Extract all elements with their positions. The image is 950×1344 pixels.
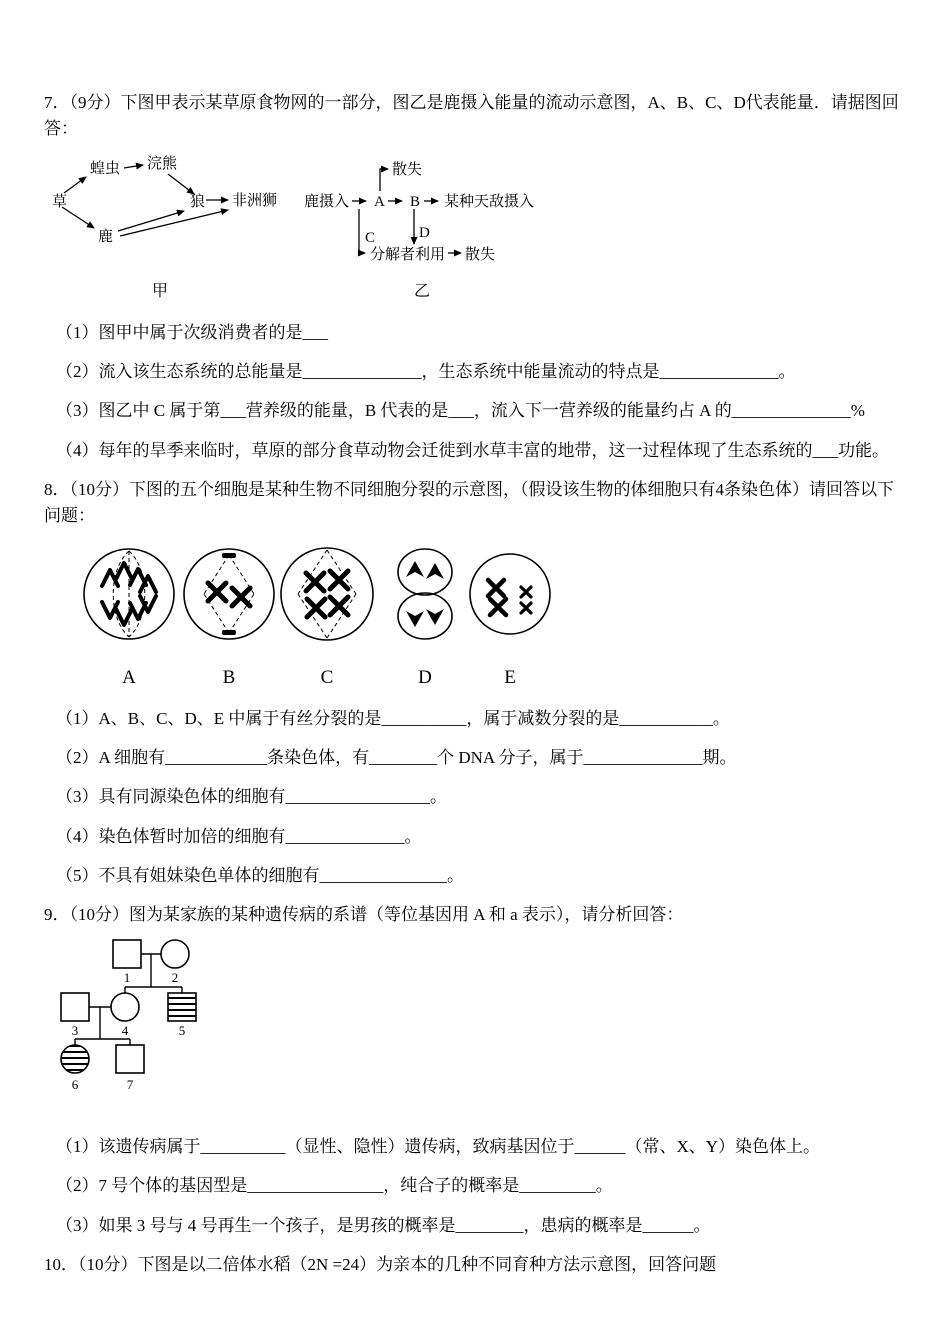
q9-item-3: （3）如果 3 号与 4 号再生一个孩子，是男孩的概率是________，患病的概率是______。 — [56, 1215, 711, 1235]
pedigree-number-7: 7 — [126, 1076, 134, 1092]
energy-node-b: B — [410, 193, 421, 210]
pedigree-number-1: 1 — [123, 969, 131, 985]
pedigree-number-4: 4 — [121, 1022, 129, 1038]
pedigree-affected-female-6 — [61, 1045, 89, 1073]
q8-item-1: （1）A、B、C、D、E 中属于有丝分裂的是__________，属于减数分裂的是___________。 — [56, 708, 730, 728]
cell-c-diagram — [281, 548, 373, 640]
food-web-node-lion: 非洲狮 — [232, 192, 278, 209]
cell-d-diagram — [398, 549, 452, 639]
pedigree-affected-male-5 — [168, 993, 196, 1021]
q7-subquestions — [44, 320, 908, 464]
energy-node-intake: 鹿摄入 — [304, 193, 350, 210]
q9-pedigree-block — [58, 935, 908, 1100]
cell-b-label: B — [222, 666, 236, 688]
food-web-node-grass: 草 — [52, 193, 68, 210]
cell-e-label: E — [504, 666, 516, 688]
diagram-yi-label: 乙 — [414, 282, 431, 300]
energy-node-c: C — [365, 229, 376, 246]
energy-node-loss-top: 散失 — [392, 161, 423, 178]
question-7 — [44, 90, 908, 464]
pedigree-male-1 — [113, 940, 141, 968]
question-8 — [44, 477, 908, 889]
q8-item-4: （4）染色体暂时加倍的细胞有______________。 — [56, 826, 422, 846]
pedigree-number-5: 5 — [178, 1022, 186, 1038]
diagram-jia-label: 甲 — [152, 282, 169, 300]
q7-item-2: （2）流入该生态系统的总能量是______________，生态系统中能量流动的特点是______________。 — [56, 362, 796, 382]
food-web-and-energy-flow-diagram — [44, 149, 564, 301]
cell-a-diagram — [84, 549, 174, 639]
cell-d-label: D — [418, 666, 432, 688]
q7-item-4: （4）每年的旱季来临时，草原的部分食草动物会迁徙到水草丰富的地带，这一过程体现了生态系统的___功能。 — [56, 440, 889, 460]
q8-cell-diagrams — [44, 536, 908, 693]
cell-e-diagram — [470, 554, 550, 634]
pedigree-female-4 — [111, 993, 139, 1021]
food-web-node-wolf: 狼 — [190, 193, 206, 210]
cell-c-label: C — [320, 666, 334, 688]
pedigree-male-3 — [61, 993, 89, 1021]
question-9 — [44, 902, 908, 1238]
q9-item-1: （1）该遗传病属于__________（显性、隐性）遗传病，致病基因位于______（常、X、Y）染色体上。 — [56, 1136, 821, 1156]
energy-node-loss-bottom: 散失 — [465, 246, 496, 263]
q9-item-2: （2）7 号个体的基因型是________________，纯合子的概率是_________。 — [56, 1176, 613, 1196]
food-web-node-deer: 鹿 — [98, 228, 114, 245]
q8-subquestions — [44, 706, 908, 890]
energy-node-d: D — [419, 224, 430, 241]
q9-subquestions — [44, 1134, 908, 1239]
pedigree-number-6: 6 — [71, 1076, 79, 1092]
pedigree-number-2: 2 — [171, 969, 179, 985]
pedigree-number-3: 3 — [71, 1022, 79, 1038]
q8-item-2: （2）A 细胞有____________条染色体，有________个 DNA 分子，属于______________期。 — [56, 748, 737, 768]
question-9-heading: 9．（10分）图为某家族的某种遗传病的系谱（等位基因用 A 和 a 表示），请分析回答： — [44, 905, 684, 925]
question-10 — [44, 1252, 908, 1278]
cell-a-label: A — [122, 666, 136, 688]
q7-diagram-block — [44, 149, 908, 306]
pedigree-male-7 — [116, 1045, 144, 1073]
food-web-node-raccoon: 浣熊 — [147, 155, 178, 172]
question-8-heading: 8．（10分）下图的五个细胞是某种生物不同细胞分裂的示意图，（假设该生物的体细胞只有4条染色体）请回答以下问题： — [44, 480, 894, 526]
cell-b-diagram — [184, 549, 274, 639]
energy-node-decomposer: 分解者利用 — [370, 246, 446, 263]
pedigree-female-2 — [161, 940, 189, 968]
question-7-heading: 7．（9分）下图甲表示某草原食物网的一部分，图乙是鹿摄入能量的流动示意图，A、B、C、D代表能量．请据图回答： — [44, 93, 899, 139]
cell-division-diagrams — [44, 536, 574, 688]
energy-node-a: A — [374, 193, 385, 210]
food-web-node-locust: 蝗虫 — [90, 160, 121, 177]
pedigree-chart — [58, 935, 258, 1095]
q8-item-3: （3）具有同源染色体的细胞有_________________。 — [56, 787, 447, 807]
energy-node-predator: 某种天敌摄入 — [444, 193, 535, 210]
q7-item-3: （3）图乙中 C 属于第___营养级的能量，B 代表的是___，流入下一营养级的能量约占 A 的______________% — [56, 401, 865, 421]
q8-item-5: （5）不具有姐妹染色单体的细胞有_______________。 — [56, 866, 464, 886]
question-10-heading: 10．（10分）下图是以二倍体水稻（2N =24）为亲本的几种不同育种方法示意图，回答问题 — [44, 1254, 717, 1274]
q7-item-1: （1）图甲中属于次级消费者的是___ — [56, 322, 328, 342]
